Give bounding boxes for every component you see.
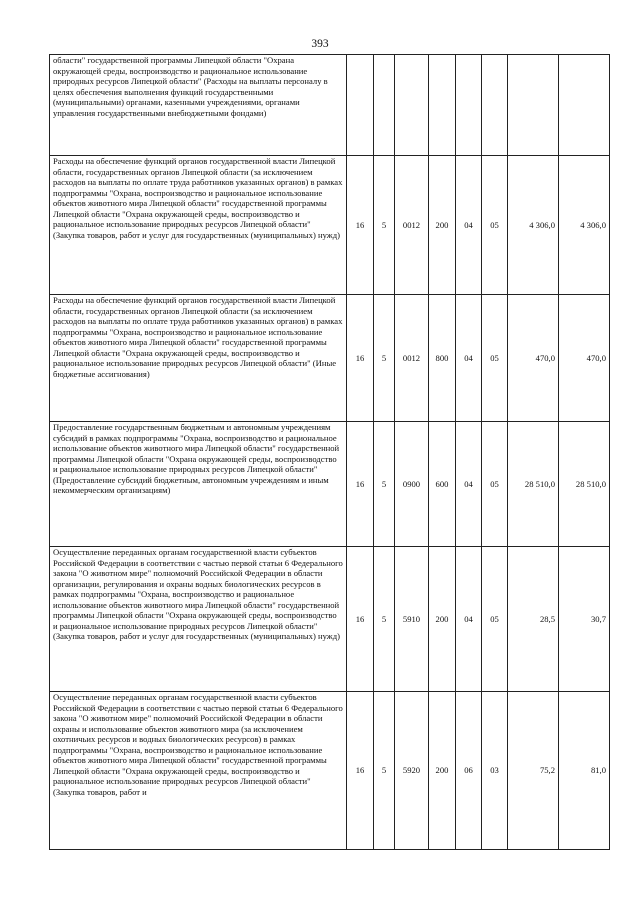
budget-table: [49, 54, 610, 850]
row-description: Расходы на обеспечение функций органов государственной власти Липецкой области, государственных органов Липецкой области (за исключением расходов на выплаты по оплате труда работников указанных органов) в рамках подпрограммы "Охрана, воспроизводство и рациональное использование объектов животного мира Липецкой области" государственной программы Липецкой области "Охрана окружающей среды, воспроизводство и рациональное использование природных ресурсов Липецкой области" (Иные бюджетные ассигнования): [50, 295, 347, 422]
ministry-code: 16: [347, 692, 374, 850]
amount-first-year: 28 510,0: [508, 422, 559, 547]
section-code: 06: [456, 692, 482, 850]
subsection-code: 05: [482, 422, 508, 547]
target-code: 5910: [395, 547, 429, 692]
expense-type-code: 200: [429, 692, 456, 850]
section-code: [456, 55, 482, 156]
table-row: [50, 295, 610, 422]
table-row: [50, 692, 610, 850]
page-number: 393: [311, 38, 329, 50]
subsection-code: 03: [482, 692, 508, 850]
row-description: Осуществление переданных органам государственной власти субъектов Российской Федерации в соответствии с частью первой статьи 6 Федерального закона "О животном мире" полномочий Российской Федерации в области организации, регулирования и охраны водных биологических ресурсов в рамках подпрограммы "Охрана, воспроизводство и рациональное использование объектов животного мира Липецкой области" государственной программы Липецкой области "Охрана окружающей среды, воспроизводство и рациональное использование природных ресурсов Липецкой области" (Закупка товаров, работ и услуг для государственных (муниципальных) нужд): [50, 547, 347, 692]
ministry-code: 16: [347, 295, 374, 422]
table-row: [50, 156, 610, 295]
amount-second-year: 470,0: [559, 295, 610, 422]
subsection-code: [482, 55, 508, 156]
chapter-code: 5: [374, 692, 395, 850]
expense-type-code: 200: [429, 156, 456, 295]
amount-first-year: 28,5: [508, 547, 559, 692]
amount-first-year: 4 306,0: [508, 156, 559, 295]
ministry-code: 16: [347, 547, 374, 692]
subsection-code: 05: [482, 295, 508, 422]
target-code: 0012: [395, 295, 429, 422]
amount-second-year: 4 306,0: [559, 156, 610, 295]
target-code: 0900: [395, 422, 429, 547]
subsection-code: 05: [482, 547, 508, 692]
amount-second-year: 30,7: [559, 547, 610, 692]
chapter-code: 5: [374, 422, 395, 547]
table-row: [50, 547, 610, 692]
amount-second-year: [559, 55, 610, 156]
section-code: 04: [456, 295, 482, 422]
row-description: области" государственной программы Липецкой области "Охрана окружающей среды, воспроизводство и рациональное использование природных ресурсов Липецкой области" (Расходы на выплаты персоналу в целях обеспечения выполнения функций государственными (муниципальными) органами, казенными учреждениями, органами управления государственными внебюджетными фондами): [50, 55, 347, 156]
chapter-code: 5: [374, 156, 395, 295]
chapter-code: 5: [374, 547, 395, 692]
amount-first-year: 470,0: [508, 295, 559, 422]
row-description: Предоставление государственным бюджетным и автономным учреждениям субсидий в рамках подпрограммы "Охрана, воспроизводство и рациональное использование объектов животного мира Липецкой области" государственной программы Липецкой области "Охрана окружающей среды, воспроизводство и рациональное использование природных ресурсов Липецкой области" (Предоставление субсидий бюджетным, автономным учреждениям и иным некоммерческим организациям): [50, 422, 347, 547]
chapter-code: [374, 55, 395, 156]
amount-first-year: 75,2: [508, 692, 559, 850]
amount-first-year: [508, 55, 559, 156]
ministry-code: 16: [347, 422, 374, 547]
target-code: 0012: [395, 156, 429, 295]
row-description: Расходы на обеспечение функций органов государственной власти Липецкой области, государственных органов Липецкой области (за исключением расходов на выплаты по оплате труда работников указанных органов) в рамках подпрограммы "Охрана, воспроизводство и рациональное использование объектов животного мира Липецкой области" государственной программы Липецкой области "Охрана окружающей среды, воспроизводство и рациональное использование природных ресурсов Липецкой области" (Закупка товаров, работ и услуг для государственных (муниципальных) нужд): [50, 156, 347, 295]
ministry-code: [347, 55, 374, 156]
section-code: 04: [456, 422, 482, 547]
expense-type-code: [429, 55, 456, 156]
amount-second-year: 81,0: [559, 692, 610, 850]
amount-second-year: 28 510,0: [559, 422, 610, 547]
row-description: Осуществление переданных органам государственной власти субъектов Российской Федерации в соответствии с частью первой статьи 6 Федерального закона "О животном мире" полномочий Российской Федерации в области охраны и использование объектов животного мира (за исключением охотничьих ресурсов и водных биологических ресурсов) в рамках подпрограммы "Охрана, воспроизводство и рациональное использование объектов животного мира Липецкой области" государственной программы Липецкой области "Охрана окружающей среды, воспроизводство и рациональное использование природных ресурсов Липецкой области" (Закупка товаров, работ и: [50, 692, 347, 850]
ministry-code: 16: [347, 156, 374, 295]
expense-type-code: 800: [429, 295, 456, 422]
expense-type-code: 200: [429, 547, 456, 692]
chapter-code: 5: [374, 295, 395, 422]
section-code: 04: [456, 547, 482, 692]
section-code: 04: [456, 156, 482, 295]
target-code: [395, 55, 429, 156]
table-row: [50, 422, 610, 547]
table-row: [50, 55, 610, 156]
target-code: 5920: [395, 692, 429, 850]
subsection-code: 05: [482, 156, 508, 295]
expense-type-code: 600: [429, 422, 456, 547]
